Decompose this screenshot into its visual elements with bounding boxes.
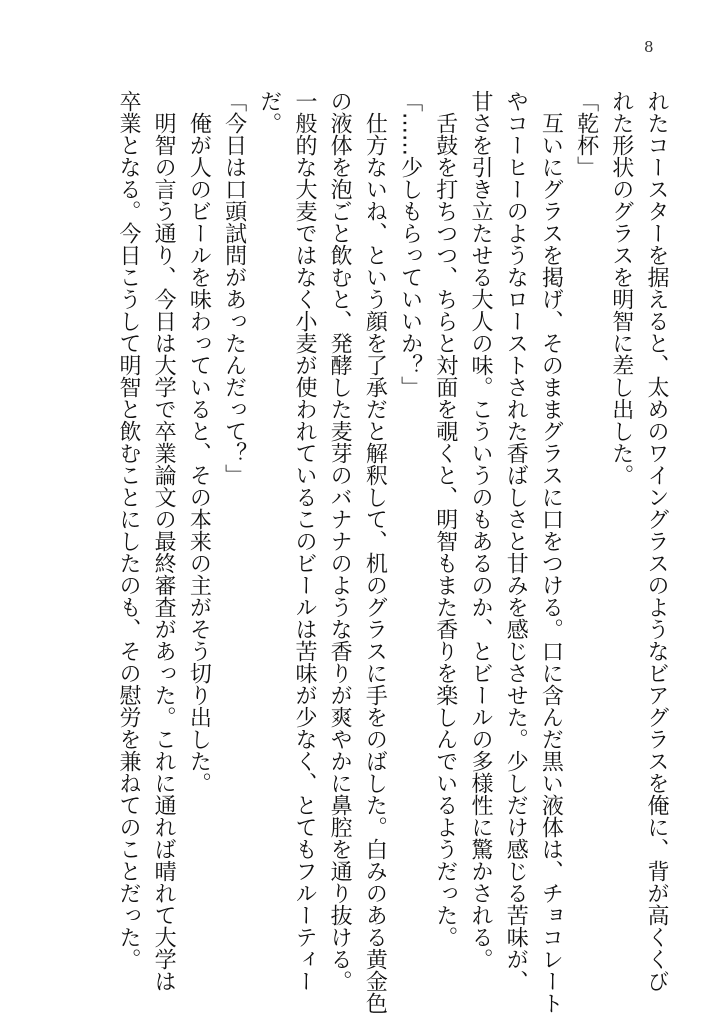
text-line: 「今日は口頭試問があったんだって？」 <box>221 90 247 486</box>
text-line: れたコースターを据えると、太めのワイングラスのようなビアグラスを俺に、背が高くくび <box>644 90 669 992</box>
text-line: 互いにグラスを掲げ、そのままグラスに口をつける。口に含んだ黒い液体は、チョコレート <box>538 90 564 1014</box>
page-number: 8 <box>644 38 654 56</box>
text-line: 卒業となる。今日こうして明智と飲むことにしたのも、その慰労を兼ねてのことだった。 <box>115 90 141 970</box>
text-line: れた形状のグラスを明智に差し出した。 <box>608 90 634 486</box>
text-line: 「……少しもらっていいか？」 <box>397 90 423 398</box>
text-line: 明智の言う通り、今日は大学で卒業論文の最終審査があった。これに通れば晴れて大学は <box>151 90 177 992</box>
text-line: やコーヒーのようなローストされた香ばしさと甘みを感じさせた。少しだけ感じる苦味が、 <box>503 90 529 992</box>
vertical-text-body <box>111 90 674 1014</box>
text-line: 甘さを引き立たせる大人の味。こういうのもあるのか、とビールの多様性に驚かされる。 <box>467 90 493 970</box>
text-line: だ。 <box>256 90 282 134</box>
text-line: 舌鼓を打ちつつ、ちらと対面を覗くと、明智もまた香りを楽しんでいるようだった。 <box>432 90 458 948</box>
text-line: 俺が人のビールを味わっていると、その本来の主がそう切り出した。 <box>186 90 212 794</box>
text-line: 一般的な大麦ではなく小麦が使われているこのビールは苦味が少なく、とてもフルーティー <box>291 90 317 992</box>
text-line: 「乾杯」 <box>573 90 599 178</box>
text-line: 仕方ないね、という顔を了承だと解釈して、机のグラスに手をのばした。白みのある黄金色 <box>362 90 388 1014</box>
text-line: の液体を泡ごと飲むと、発酵した麦芽のバナナのような香りが爽やかに鼻腔を通り抜ける。 <box>327 90 353 992</box>
